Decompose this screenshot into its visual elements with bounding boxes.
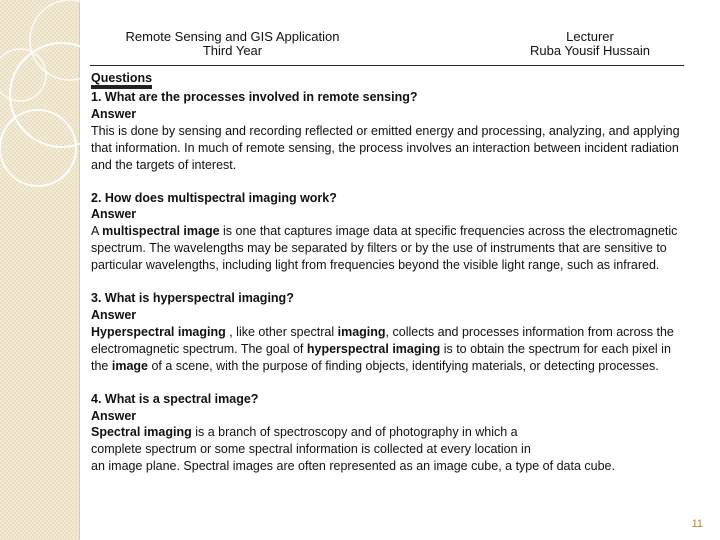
lecturer-title: Lecturer bbox=[566, 29, 614, 44]
course-header bbox=[105, 30, 360, 58]
section-title: Questions bbox=[91, 72, 152, 89]
qa-block-2 bbox=[91, 190, 691, 275]
answer-label: Answer bbox=[91, 408, 137, 423]
lecturer-header bbox=[505, 30, 675, 58]
header-rule bbox=[90, 65, 684, 66]
course-year: Third Year bbox=[202, 43, 263, 58]
qa-block-4 bbox=[91, 391, 691, 476]
answer-label: Answer bbox=[91, 307, 137, 322]
question-text: 1. What are the processes involved in remote sensing? bbox=[91, 90, 418, 104]
page-number: 11 bbox=[691, 518, 703, 530]
answer-text: Spectral imaging is a branch of spectroscopy and of photography in which a complete spectrum or some spectral information is collected at every location in an image plane. Spectral images are often represented as an image cube, a type of data cube. bbox=[91, 425, 615, 474]
answer-text: A multispectral image is one that captures image data at specific frequencies across the electromagnetic spectrum. The wavelengths may be separated by filters or by the use of instruments that are sensitive to particular wavelengths, including light from frequencies beyond the visible light range, such as infrared. bbox=[91, 224, 678, 273]
qa-block-3 bbox=[91, 290, 691, 375]
qa-block-1 bbox=[91, 70, 691, 174]
answer-label: Answer bbox=[91, 207, 137, 222]
question-text: 2. How does multispectral imaging work? bbox=[91, 190, 337, 205]
answer-text: This is done by sensing and recording reflected or emitted energy and processing, analyzing, and applying that information. In much of remote sensing, the process involves an interaction between incident radiation and the targets of interest. bbox=[91, 123, 680, 172]
question-text: 4. What is a spectral image? bbox=[91, 391, 259, 406]
answer-label: Answer bbox=[91, 106, 137, 121]
question-text: 3. What is hyperspectral imaging? bbox=[91, 291, 294, 306]
answer-text: Hyperspectral imaging , like other spectral imaging, collects and processes information from across the electromagnetic spectrum. The goal of hyperspectral imaging is to obtain the spectrum for each pixel in the image of a scene, with the purpose of finding objects, identifying materials, or detecting processes. bbox=[91, 324, 674, 373]
lecturer-name: Ruba Yousif Hussain bbox=[530, 43, 650, 58]
questions-content bbox=[91, 70, 691, 491]
course-title: Remote Sensing and GIS Application bbox=[125, 29, 340, 44]
